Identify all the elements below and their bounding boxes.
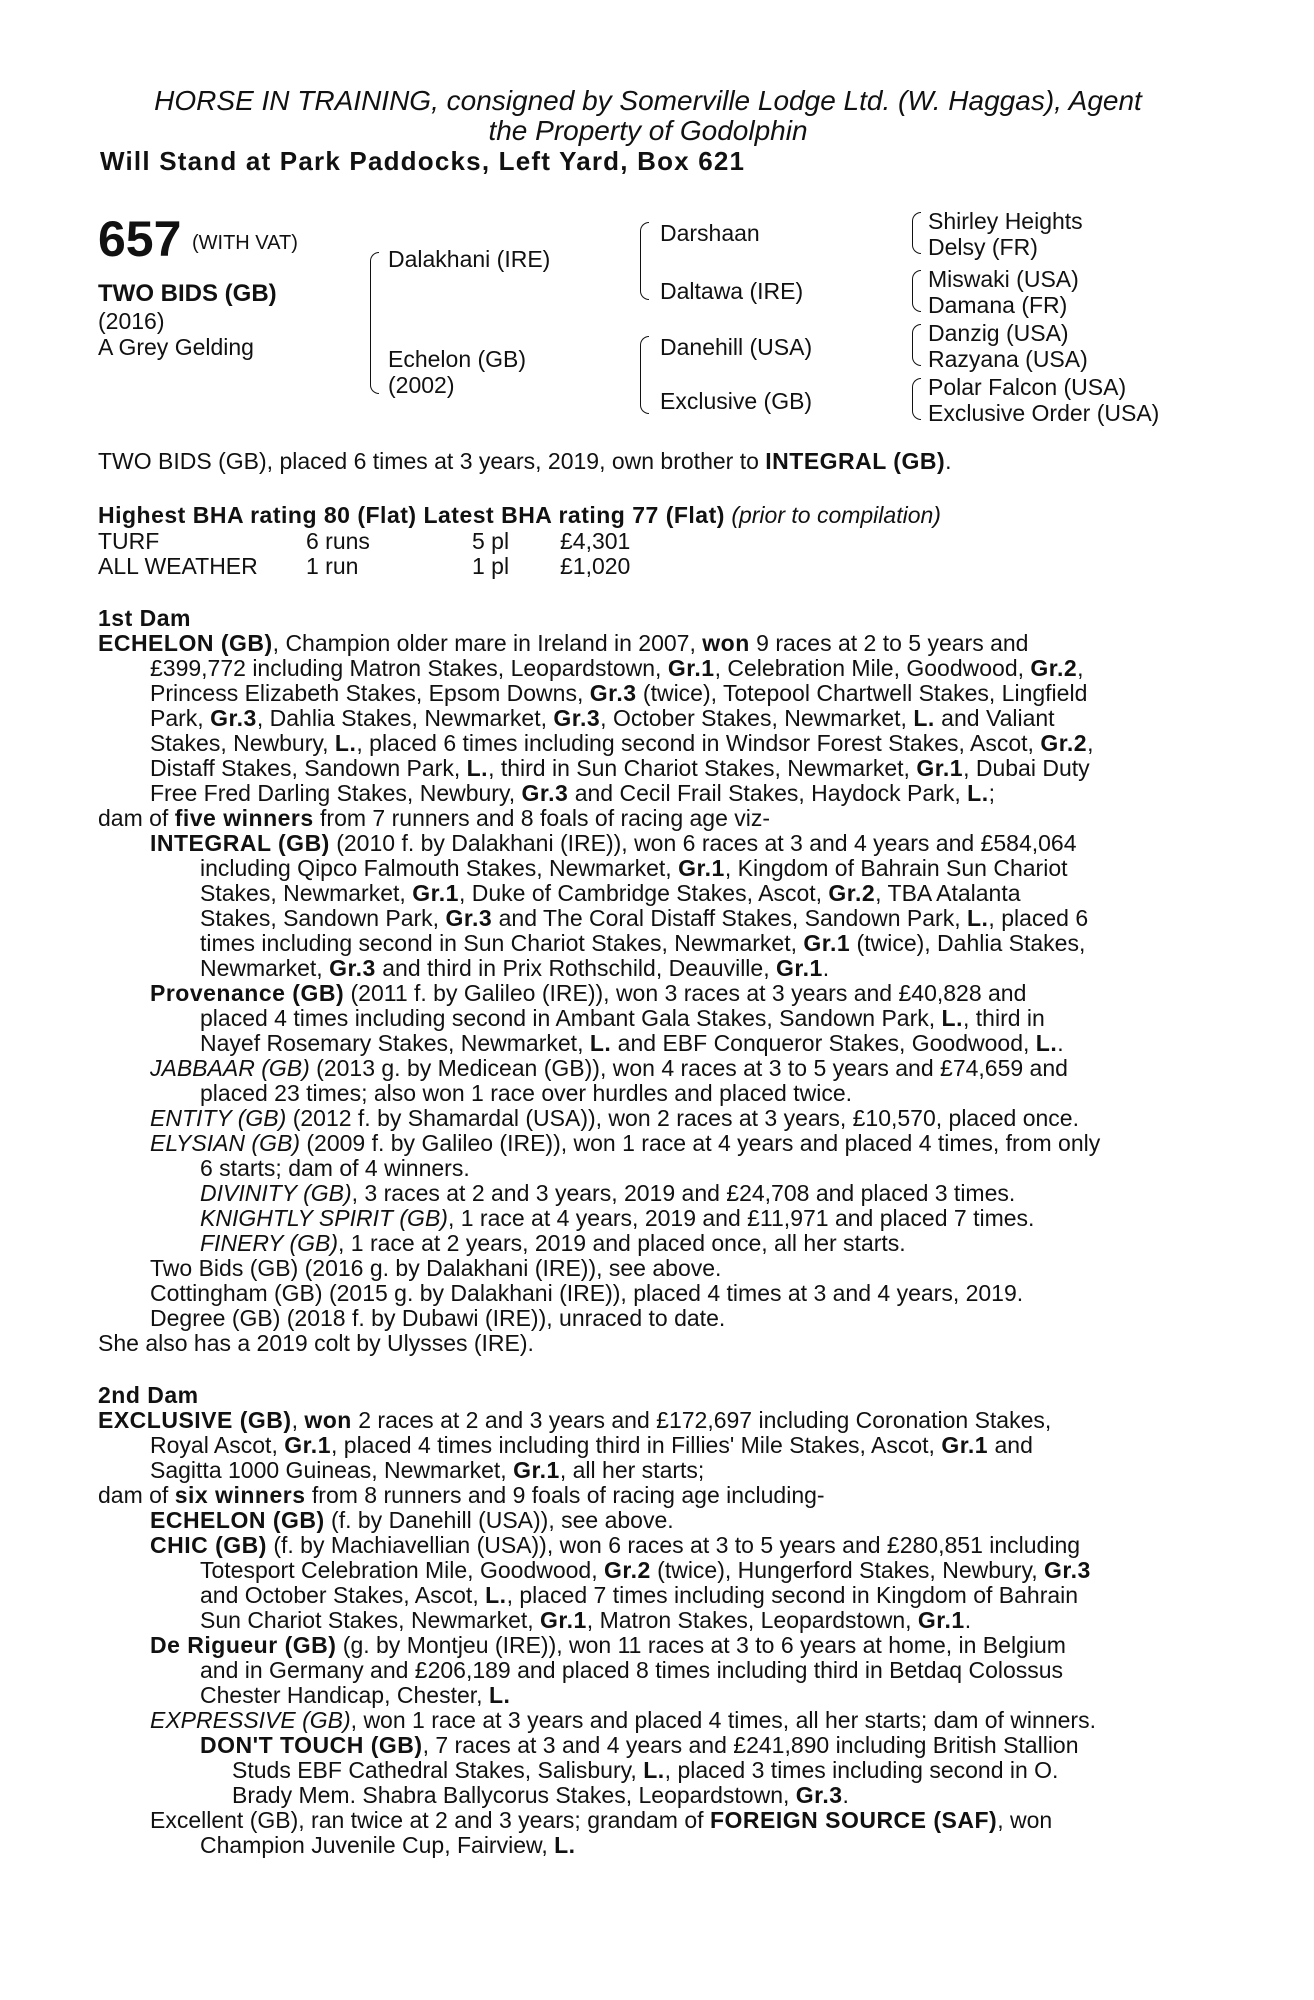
second-dam-heading: 2nd Dam [98, 1382, 199, 1408]
progeny-line: Champion Juvenile Cup, Fairview, L. [200, 1832, 576, 1858]
progeny-line: placed 23 times; also won 1 race over hurdles and placed twice. [200, 1080, 853, 1106]
pedigree-dds: Polar Falcon (USA) [928, 374, 1127, 400]
pedigree-bracket [640, 222, 649, 300]
progeny-line: Two Bids (GB) (2016 g. by Dalakhani (IRE)), see above. [150, 1255, 722, 1281]
dam1-line: Distaff Stakes, Sandown Park, L., third in Sun Chariot Stakes, Newmarket, Gr.1, Dubai Duty [150, 755, 1090, 781]
pedigree-dam-year: (2002) [388, 372, 455, 398]
progeny-line: Stakes, Sandown Park, Gr.3 and The Coral Distaff Stakes, Sandown Park, L., placed 6 [200, 905, 1089, 931]
dam2-line: dam of six winners from 8 runners and 9 foals of racing age including- [98, 1482, 825, 1508]
progeny-line: and October Stakes, Ascot, L., placed 7 times including second in Kingdom of Bahrain [200, 1582, 1079, 1608]
pedigree-dsd: Razyana (USA) [928, 346, 1088, 372]
dam1-note: She also has a 2019 colt by Ulysses (IRE). [98, 1330, 534, 1356]
progeny-line: including Qipco Falmouth Stakes, Newmarket, Gr.1, Kingdom of Bahrain Sun Chariot [200, 855, 1068, 881]
progeny-line: KNIGHTLY SPIRIT (GB), 1 race at 4 years, 2019 and £11,971 and placed 7 times. [200, 1205, 1035, 1231]
pedigree-bracket [370, 252, 379, 394]
progeny-line: Excellent (GB), ran twice at 2 and 3 years; grandam of FOREIGN SOURCE (SAF), won [150, 1807, 1053, 1833]
progeny-line: ENTITY (GB) (2012 f. by Shamardal (USA)), won 2 races at 3 years, £10,570, placed once. [150, 1105, 1079, 1131]
lot-number: 657 [98, 211, 182, 267]
progeny-line: EXPRESSIVE (GB), won 1 race at 3 years and placed 4 times, all her starts; dam of winners. [150, 1707, 1096, 1733]
pedigree-sds: Miswaki (USA) [928, 266, 1079, 292]
progeny-line: Provenance (GB) (2011 f. by Galileo (IRE)), won 3 races at 3 years and £40,828 and [150, 980, 1027, 1006]
dam1-line: Park, Gr.3, Dahlia Stakes, Newmarket, Gr.3, October Stakes, Newmarket, L. and Valiant [150, 705, 1055, 731]
pedigree-bracket [912, 212, 921, 254]
progeny-line: Totesport Celebration Mile, Goodwood, Gr.2 (twice), Hungerford Stakes, Newbury, Gr.3 [200, 1557, 1091, 1583]
summary-line: TWO BIDS (GB), placed 6 times at 3 years, 2019, own brother to INTEGRAL (GB). [98, 448, 952, 474]
pedigree-dam-dam: Exclusive (GB) [660, 388, 813, 414]
progeny-line: DON'T TOUCH (GB), 7 races at 3 and 4 years and £241,890 including British Stallion [200, 1732, 1079, 1758]
record-placed: 5 pl [472, 528, 510, 554]
progeny-line: Chester Handicap, Chester, L. [200, 1682, 511, 1708]
pedigree-sire: Dalakhani (IRE) [388, 246, 551, 272]
progeny-line: times including second in Sun Chariot Stakes, Newmarket, Gr.1 (twice), Dahlia Stakes, [200, 930, 1086, 956]
dam1-line: ECHELON (GB), Champion older mare in Ireland in 2007, won 9 races at 2 to 5 years and [98, 630, 1029, 656]
header-line-1: HORSE IN TRAINING, consigned by Somerville Lodge Ltd. (W. Haggas), Agent [154, 85, 1142, 116]
progeny-line: Stakes, Newmarket, Gr.1, Duke of Cambridge Stakes, Ascot, Gr.2, TBA Atalanta [200, 880, 1021, 906]
rating-line: Highest BHA rating 80 (Flat) Latest BHA rating 77 (Flat) (prior to compilation) [98, 502, 941, 528]
progeny-line: DIVINITY (GB), 3 races at 2 and 3 years, 2019 and £24,708 and placed 3 times. [200, 1180, 1016, 1206]
pedigree-sss: Shirley Heights [928, 208, 1083, 234]
horse-name: TWO BIDS (GB) [98, 280, 277, 307]
progeny-line: ECHELON (GB) (f. by Danehill (USA)), see above. [150, 1507, 674, 1533]
record-money: £4,301 [560, 528, 631, 554]
dam1-line: Free Fred Darling Stakes, Newbury, Gr.3 and Cecil Frail Stakes, Haydock Park, L.; [150, 780, 995, 806]
pedigree-sdd: Damana (FR) [928, 292, 1068, 318]
dam2-line: Royal Ascot, Gr.1, placed 4 times including third in Fillies' Mile Stakes, Ascot, Gr.1 and [150, 1432, 1033, 1458]
progeny-line: 6 starts; dam of 4 winners. [200, 1155, 470, 1181]
horse-description: A Grey Gelding [98, 334, 254, 360]
pedigree-dam: Echelon (GB) [388, 346, 527, 372]
vat-note: (WITH VAT) [192, 232, 298, 254]
record-money: £1,020 [560, 553, 631, 579]
progeny-line: Sun Chariot Stakes, Newmarket, Gr.1, Matron Stakes, Leopardstown, Gr.1. [200, 1607, 972, 1633]
progeny-line: INTEGRAL (GB) (2010 f. by Dalakhani (IRE)), won 6 races at 3 and 4 years and £584,064 [150, 830, 1077, 856]
progeny-line: ELYSIAN (GB) (2009 f. by Galileo (IRE)), won 1 race at 4 years and placed 4 times, from only [150, 1130, 1101, 1156]
dam1-line: dam of five winners from 7 runners and 8 foals of racing age viz- [98, 805, 771, 831]
progeny-line: CHIC (GB) (f. by Machiavellian (USA)), won 6 races at 3 to 5 years and £280,851 including [150, 1532, 1081, 1558]
progeny-line: De Rigueur (GB) (g. by Montjeu (IRE)), won 11 races at 3 to 6 years at home, in Belgium [150, 1632, 1066, 1658]
progeny-line: Studs EBF Cathedral Stakes, Salisbury, L., placed 3 times including second in O. [232, 1757, 1059, 1783]
dam1-line: Stakes, Newbury, L., placed 6 times including second in Windsor Forest Stakes, Ascot, Gr.2, [150, 730, 1094, 756]
record-row: ALL WEATHER [98, 553, 258, 579]
record-placed: 1 pl [472, 553, 510, 579]
progeny-line: FINERY (GB), 1 race at 2 years, 2019 and placed once, all her starts. [200, 1230, 906, 1256]
progeny-line: placed 4 times including second in Ambant Gala Stakes, Sandown Park, L., third in [200, 1005, 1045, 1031]
pedigree-bracket [912, 378, 921, 420]
record-row: TURF [98, 528, 160, 554]
pedigree-ddd: Exclusive Order (USA) [928, 400, 1160, 426]
header-line-2: the Property of Godolphin [488, 115, 808, 146]
progeny-line: Newmarket, Gr.3 and third in Prix Rothschild, Deauville, Gr.1. [200, 955, 830, 981]
dam2-line: Sagitta 1000 Guineas, Newmarket, Gr.1, all her starts; [150, 1457, 705, 1483]
progeny-line: and in Germany and £206,189 and placed 8 times including third in Betdaq Colossus [200, 1657, 1064, 1683]
horse-year: (2016) [98, 308, 165, 334]
progeny-line: Degree (GB) (2018 f. by Dubawi (IRE)), unraced to date. [150, 1305, 726, 1331]
progeny-line: JABBAAR (GB) (2013 g. by Medicean (GB)), won 4 races at 3 to 5 years and £74,659 and [150, 1055, 1068, 1081]
dam2-line: EXCLUSIVE (GB), won 2 races at 2 and 3 years and £172,697 including Coronation Stakes, [98, 1407, 1052, 1433]
pedigree-dss: Danzig (USA) [928, 320, 1069, 346]
progeny-line: Brady Mem. Shabra Ballycorus Stakes, Leopardstown, Gr.3. [232, 1782, 849, 1808]
pedigree-bracket [912, 270, 921, 312]
pedigree-ssd: Delsy (FR) [928, 234, 1038, 260]
record-runs: 1 run [306, 553, 359, 579]
first-dam-heading: 1st Dam [98, 605, 191, 631]
pedigree-dam-sire: Danehill (USA) [660, 334, 813, 360]
progeny-line: Nayef Rosemary Stakes, Newmarket, L. and EBF Conqueror Stakes, Goodwood, L.. [200, 1030, 1064, 1056]
pedigree-bracket [640, 336, 649, 414]
dam1-line: Princess Elizabeth Stakes, Epsom Downs, Gr.3 (twice), Totepool Chartwell Stakes, Lingfield [150, 680, 1088, 706]
stand-location: Will Stand at Park Paddocks, Left Yard, Box 621 [100, 146, 746, 176]
pedigree-sire-sire: Darshaan [660, 220, 760, 246]
pedigree-sire-dam: Daltawa (IRE) [660, 278, 804, 304]
dam1-line: £399,772 including Matron Stakes, Leopardstown, Gr.1, Celebration Mile, Goodwood, Gr.2, [150, 655, 1084, 681]
record-runs: 6 runs [306, 528, 370, 554]
progeny-line: Cottingham (GB) (2015 g. by Dalakhani (IRE)), placed 4 times at 3 and 4 years, 2019. [150, 1280, 1024, 1306]
pedigree-bracket [912, 324, 921, 366]
